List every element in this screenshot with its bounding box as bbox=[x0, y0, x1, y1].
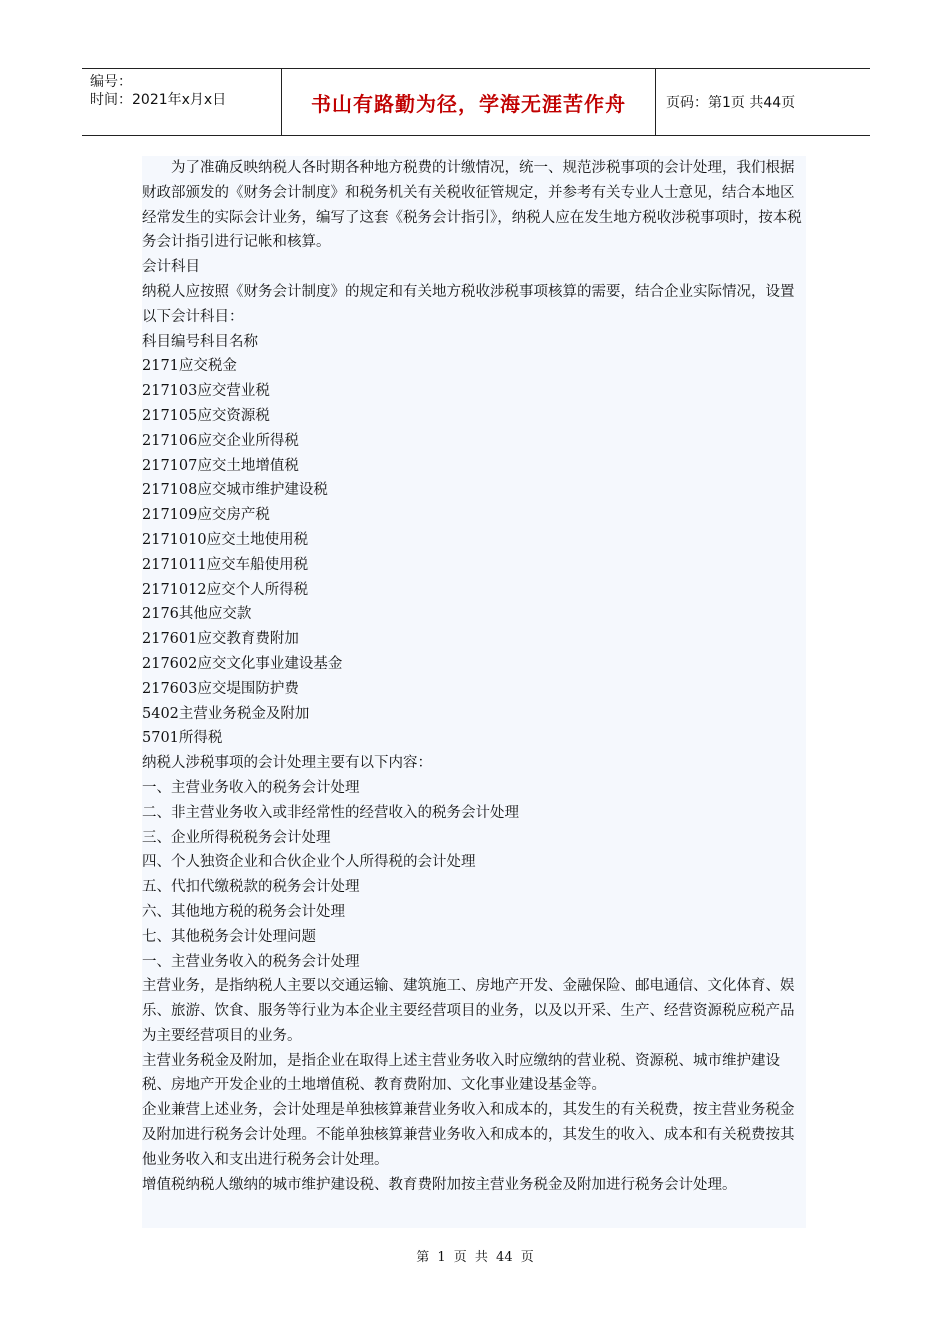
page-header bbox=[82, 68, 870, 136]
page-footer: 第 1 页 共 44 页 bbox=[416, 1250, 534, 1265]
account-item: 217107应交土地增值税 bbox=[142, 457, 299, 474]
account-item: 217109应交房产税 bbox=[142, 507, 270, 524]
outline-item: 四、个人独资企业和合伙企业个人所得税的会计处理 bbox=[142, 854, 476, 871]
account-item: 2176其他应交款 bbox=[142, 606, 252, 623]
account-table-header: 科目编号科目名称 bbox=[142, 333, 258, 350]
paragraph: 主营业务税金及附加，是指企业在取得上述主营业务收入时应缴纳的营业税、资源税、城市维护建设税、房地产开发企业的土地增值税、教育费附加、文化事业建设基金等。 bbox=[142, 1052, 780, 1094]
outline-item: 一、主营业务收入的税务会计处理 bbox=[142, 779, 360, 796]
header-meta bbox=[82, 69, 282, 135]
account-item: 5701所得税 bbox=[142, 730, 223, 747]
outline-item: 七、其他税务会计处理问题 bbox=[142, 928, 316, 945]
outline-item: 二、非主营业务收入或非经常性的经营收入的税务会计处理 bbox=[142, 804, 519, 821]
account-item: 217603应交堤围防护费 bbox=[142, 680, 299, 697]
section-heading: 一、主营业务收入的税务会计处理 bbox=[142, 953, 360, 970]
account-item: 217108应交城市维护建设税 bbox=[142, 482, 328, 499]
number-label: 编号： bbox=[90, 74, 132, 90]
paragraph: 纳税人涉税事项的会计处理主要有以下内容： bbox=[142, 755, 432, 772]
header-page-code: 页码：第1页 共44页 bbox=[666, 95, 796, 111]
account-item: 217103应交营业税 bbox=[142, 383, 270, 400]
outline-item: 三、企业所得税税务会计处理 bbox=[142, 829, 331, 846]
time-label: 时间：2021年x月x日 bbox=[90, 92, 227, 108]
section-heading-accounts: 会计科目 bbox=[142, 259, 200, 276]
paragraph: 增值税纳税人缴纳的城市维护建设税、教育费附加按主营业务税金及附加进行税务会计处理。 bbox=[142, 1176, 737, 1193]
account-item: 2171011应交车船使用税 bbox=[142, 556, 309, 573]
account-item: 217105应交资源税 bbox=[142, 407, 270, 424]
account-item: 2171应交税金 bbox=[142, 358, 237, 375]
account-item: 2171010应交土地使用税 bbox=[142, 531, 309, 548]
paragraph: 纳税人应按照《财务会计制度》的规定和有关地方税收涉税事项核算的需要，结合企业实际情况，设置以下会计科目： bbox=[142, 283, 795, 325]
outline-item: 六、其他地方税的税务会计处理 bbox=[142, 903, 345, 920]
paragraph: 企业兼营上述业务，会计处理是单独核算兼营业务收入和成本的，其发生的有关税费，按主营业务税金及附加进行税务会计处理。不能单独核算兼营业务收入和成本的，其发生的收入、成本和有关税费按其他业务收入和支出进行税务会计处理。 bbox=[142, 1102, 795, 1168]
document-body bbox=[142, 156, 806, 1228]
paragraph: 主营业务，是指纳税人主要以交通运输、建筑施工、房地产开发、金融保险、邮电通信、文化体育、娱乐、旅游、饮食、服务等行业为本企业主要经营项目的业务，以及以开采、生产、经营资源税应税产品为主要经营项目的业务。 bbox=[142, 978, 795, 1044]
account-item: 217602应交文化事业建设基金 bbox=[142, 655, 343, 672]
account-item: 5402主营业务税金及附加 bbox=[142, 705, 310, 722]
intro-paragraph: 为了准确反映纳税人各时期各种地方税费的计缴情况，统一、规范涉税事项的会计处理，我们根据财政部颁发的《财务会计制度》和税务机关有关税收征管规定，并参考有关专业人士意见，结合本地区经常发生的实际会计业务，编写了这套《税务会计指引》，纳税人应在发生地方税收涉税事项时，按本税务会计指引进行记帐和核算。 bbox=[142, 160, 802, 251]
outline-item: 五、代扣代缴税款的税务会计处理 bbox=[142, 879, 360, 896]
account-item: 217106应交企业所得税 bbox=[142, 432, 299, 449]
account-item: 2171012应交个人所得税 bbox=[142, 581, 309, 598]
header-motto: 书山有路勤为径，学海无涯苦作舟 bbox=[282, 69, 656, 135]
account-item: 217601应交教育费附加 bbox=[142, 631, 299, 648]
